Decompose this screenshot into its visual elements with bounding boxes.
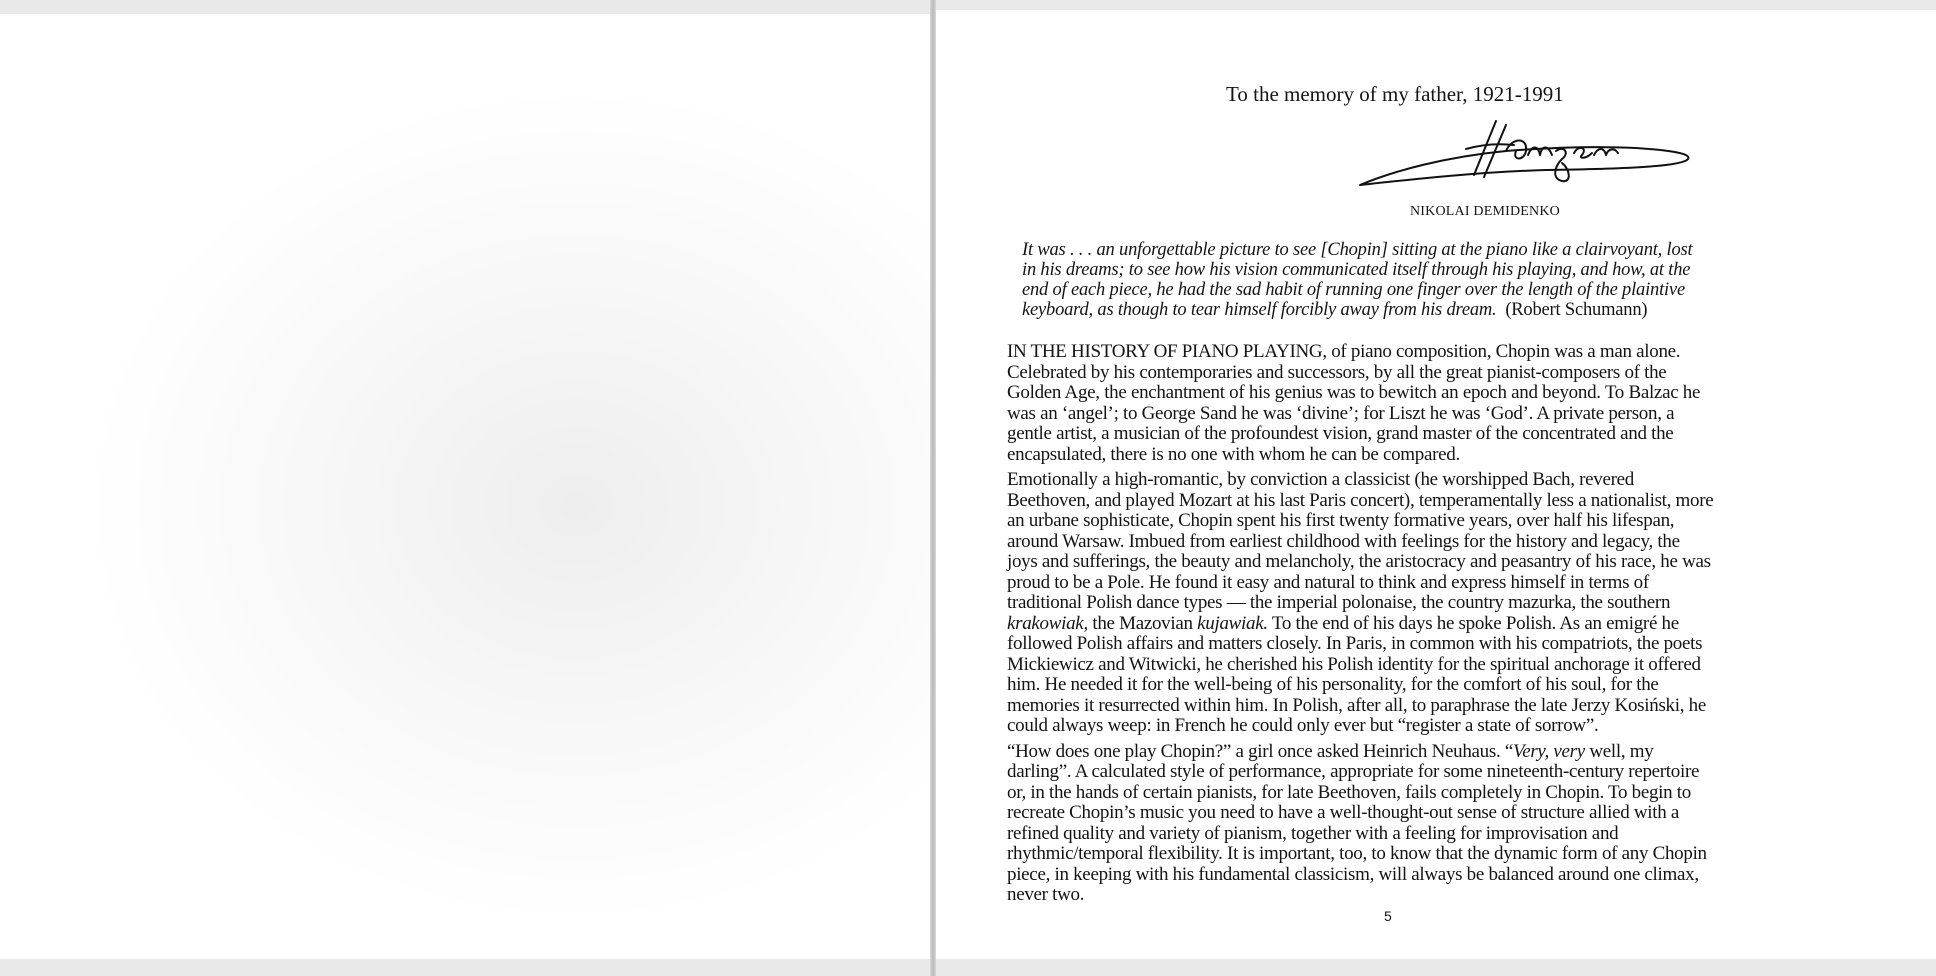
text-line: never two.	[1007, 884, 1085, 905]
text-segment: the Mazovian	[1087, 612, 1198, 634]
page-number: 5	[1384, 908, 1392, 924]
text-line	[1007, 614, 1907, 635]
italic-term: Very, very	[1513, 740, 1585, 762]
text-line: Golden Age, the enchantment of his genius was to bewitch an epoch and beyond. To Balzac he	[1007, 382, 1701, 403]
text-line: encapsulated, there is no one with whom he can be compared.	[1007, 443, 1460, 465]
text-line: memories it resurrected within him. In Polish, after all, to paraphrase the late Jerzy Kosiński, he	[1007, 694, 1706, 716]
text-line: Celebrated by his contemporaries and successors, by all the great pianist-composers of the	[1007, 361, 1667, 383]
text-segment: “How does one play Chopin?” a girl once asked Heinrich Neuhaus. “	[1007, 740, 1513, 762]
quote-line: It was . . . an unforgettable picture to see [Chopin] sitting at the piano like a clairvoyant, lost	[1022, 240, 1693, 260]
left-blank-page	[0, 14, 930, 959]
right-page	[936, 10, 1936, 959]
italic-term: krakowiak,	[1007, 612, 1088, 634]
text-line: darling”. A calculated style of performance, appropriate for some nineteenth-century repertoire	[1007, 761, 1700, 782]
text-segment: well, my	[1584, 740, 1654, 762]
text-line: joys and sufferings, the beauty and melancholy, the aristocracy and peasantry of his race, he was	[1007, 551, 1711, 572]
italic-term: kujawiak.	[1197, 612, 1268, 634]
quote-line	[1022, 300, 1902, 320]
text-line: gentle artist, a musician of the profoundest vision, grand master of the concentrated and the	[1007, 423, 1674, 444]
text-line: traditional Polish dance types — the imperial polonaise, the country mazurka, the southern	[1007, 592, 1671, 613]
text-line: piece, in keeping with his fundamental classicism, will always be balanced around one climax,	[1007, 863, 1699, 885]
text-line: proud to be a Pole. He found it easy and natural to think and express himself in terms of	[1007, 571, 1649, 593]
paragraph-1	[1007, 342, 1907, 465]
text-line: was an ‘angel’; to George Sand he was ‘divine’; for Liszt he was ‘God’. A private person, a	[1007, 402, 1675, 424]
body-text	[1007, 342, 1907, 911]
text-line: an urbane sophisticate, Chopin spent his first twenty formative years, over half his lifespan,	[1007, 510, 1675, 531]
text-line	[1007, 742, 1907, 763]
epigraph-quote	[1022, 240, 1902, 320]
quote-line: in his dreams; to see how his vision communicated itself through his playing, and how, at the	[1022, 260, 1691, 280]
text-line: or, in the hands of certain pianists, for late Beethoven, fails completely in Chopin. To begin to	[1007, 781, 1691, 803]
text-line: Mickiewicz and Witwicki, he cherished his Polish identity for the spiritual anchorage it offered	[1007, 653, 1701, 675]
quote-line: end of each piece, he had the sad habit of running one finger over the length of the plaintive	[1022, 280, 1685, 300]
text-line: followed Polish affairs and matters closely. In Paris, in common with his compatriots, the poets	[1007, 633, 1703, 654]
text-line: IN THE HISTORY OF PIANO PLAYING, of piano composition, Chopin was a man alone.	[1007, 341, 1681, 362]
text-segment: To the end of his days he spoke Polish. As an emigré he	[1267, 612, 1679, 634]
signature-name: NIKOLAI DEMIDENKO	[1410, 204, 1560, 219]
text-line: refined quality and variety of pianism, together with a feeling for improvisation and	[1007, 822, 1619, 844]
dedication: To the memory of my father, 1921-1991	[1226, 82, 1564, 106]
text-line: Emotionally a high-romantic, by conviction a classicist (he worshipped Bach, revered	[1007, 469, 1634, 490]
text-line: Beethoven, and played Mozart at his last Paris concert), temperamentally less a nationalist, more	[1007, 489, 1714, 511]
paragraph-2	[1007, 470, 1907, 737]
text-line: him. He needed it for the well-being of his personality, for the comfort of his soul, for the	[1007, 674, 1659, 695]
quote-line-text: keyboard, as though to tear himself forcibly away from his dream.	[1022, 300, 1497, 320]
paragraph-3	[1007, 742, 1907, 906]
text-line: could always weep: in French he could only ever but “register a state of sorrow”.	[1007, 715, 1599, 736]
text-line: around Warsaw. Imbued from earliest childhood with feelings for the history and legacy, the	[1007, 530, 1680, 552]
text-line: recreate Chopin’s music you need to have a well-thought-out sense of structure allied with a	[1007, 802, 1680, 823]
quote-attribution: (Robert Schumann)	[1505, 300, 1648, 320]
text-line: rhythmic/temporal flexibility. It is important, too, to know that the dynamic form of any Chopin	[1007, 843, 1707, 864]
handwritten-signature	[1356, 115, 1696, 215]
